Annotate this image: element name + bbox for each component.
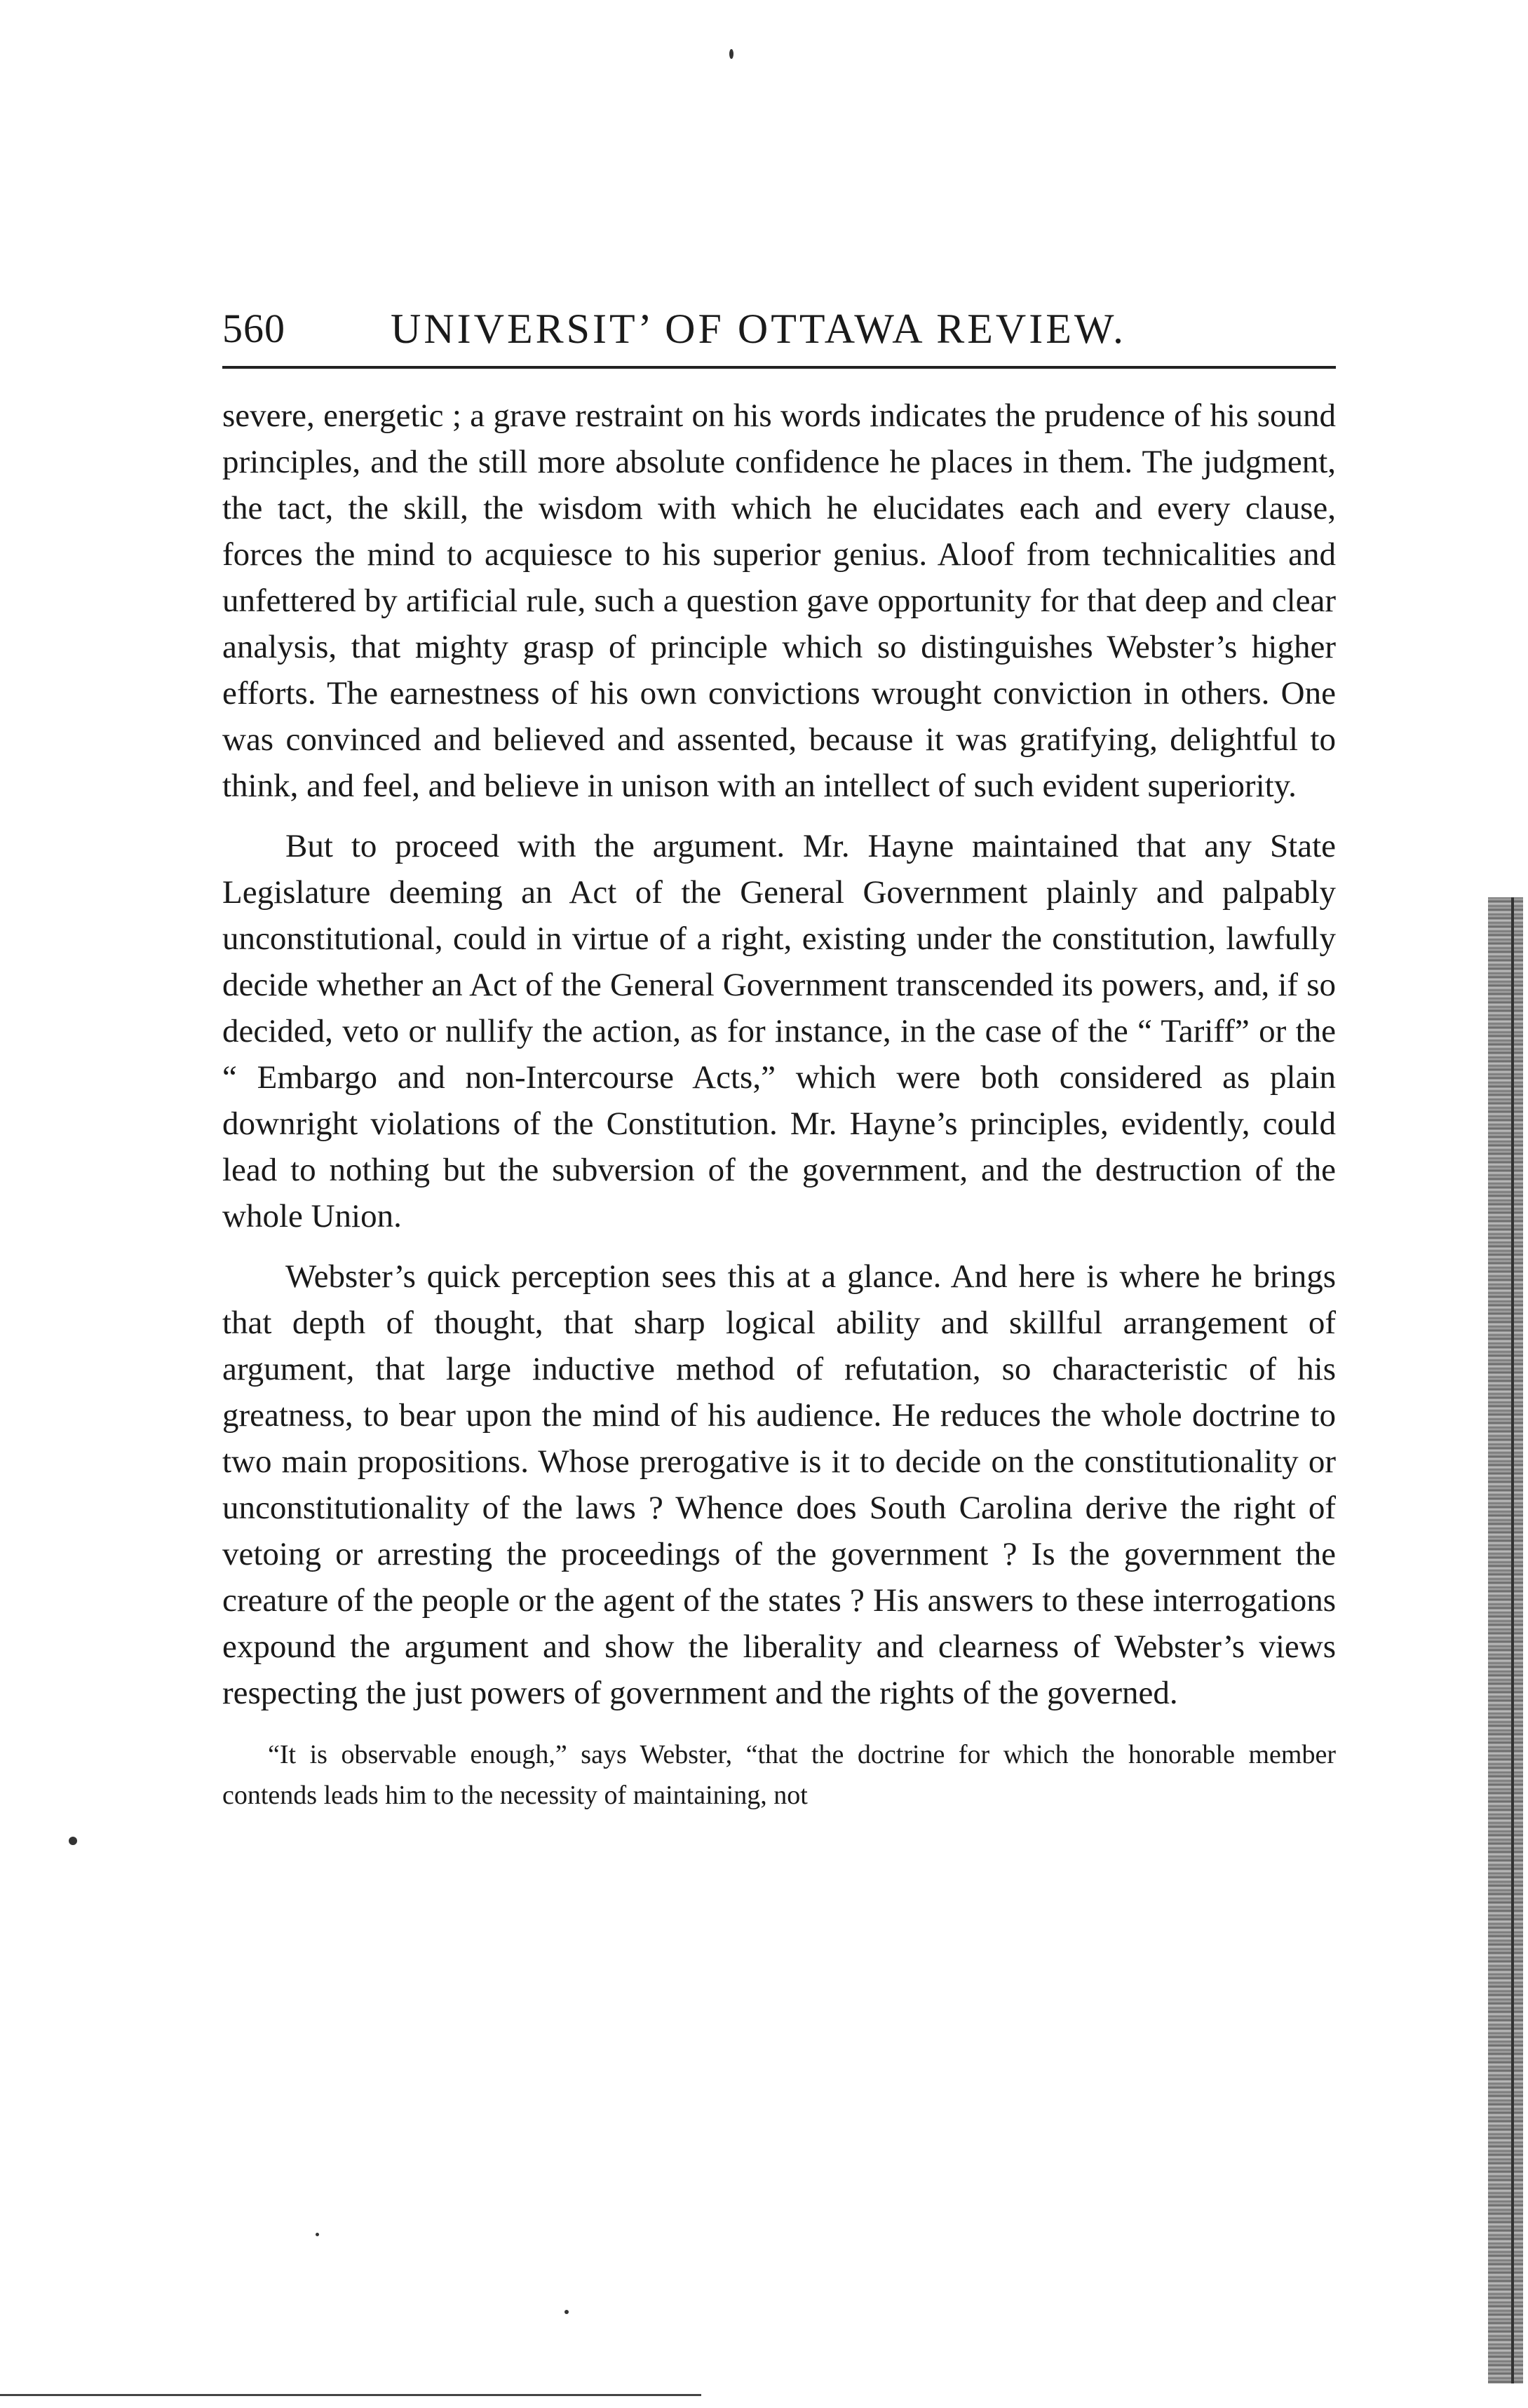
journal-title: UNIVERSIT’ OF OTTAWA REVIEW. [391,306,1126,352]
bottom-edge-line [0,2394,701,2396]
body-text [222,393,1336,1816]
paragraph-1: severe, energetic ; a grave restraint on his words indicates the prudence of his sound principles, and the still more absolute confidence he places in them. The judgment, the tact, the skill, the wisdom with which he elucidates each and every clause, forces the mind to acquiesce to his superior genius. Aloof from technicalities and unfettered by artificial rule, such a question gave opportunity for that deep and clear analysis, that mighty grasp of principle which so distinguishes Webster’s higher efforts. The earnestness of his own convictions wrought conviction in others. One was convinced and believed and assented, because it was gratifying, delightful to think, and feel, and believe in unison with an intellect of such evident superiority. [222,397,1336,804]
running-head [222,298,1336,361]
scan-speck-margin [69,1837,77,1845]
scan-speck-lower [316,2233,319,2236]
page-edge-line [1511,897,1514,2383]
paragraph-2: But to proceed with the argument. Mr. Hayne maintained that any State Legislature deeming an Act of the General Government plainly and palpably unconstitutional, could in virtue of a right, existing under the constitution, lawfully decide whether an Act of the General Government transcended its powers, and, if so decided, veto or nullify the action, as for instance, in the case of the “ Tariff” or the “ Embargo and non-Intercourse Acts,” which were both considered as plain downright violations of the Constitution. Mr. Hayne’s principles, evidently, could lead to nothing but the subversion of the government, and the destruction of the whole Union. [222,828,1336,1234]
block-quote: “It is observable enough,” says Webster, “that the doctrine for which the honorable member contends leads him to the necessity of maintaining, not [222,1740,1336,1810]
scan-speck-bottom [564,2310,569,2314]
header-rule [222,366,1336,369]
scanned-page-edge [1488,897,1523,2383]
scan-speck-top [729,49,733,59]
paragraph-3: Webster’s quick perception sees this at a glance. And here is where he brings that depth of thought, that sharp logical ability and skillful arrangement of argument, that large inductive method of refutation, so characteristic of his greatness, to bear upon the mind of his audience. He reduces the whole doctrine to two main propositions. Whose prerogative is it to decide on the constitutionality or unconstitutionality of the laws ? Whence does South Carolina derive the right of vetoing or arresting the proceedings of the government ? Is the government the creature of the people or the agent of the states ? His answers to these interrogations expound the argument and show the liberality and clearness of Webster’s views respecting the just powers of government and the rights of the governed. [222,1258,1336,1711]
page-number: 560 [222,306,285,351]
